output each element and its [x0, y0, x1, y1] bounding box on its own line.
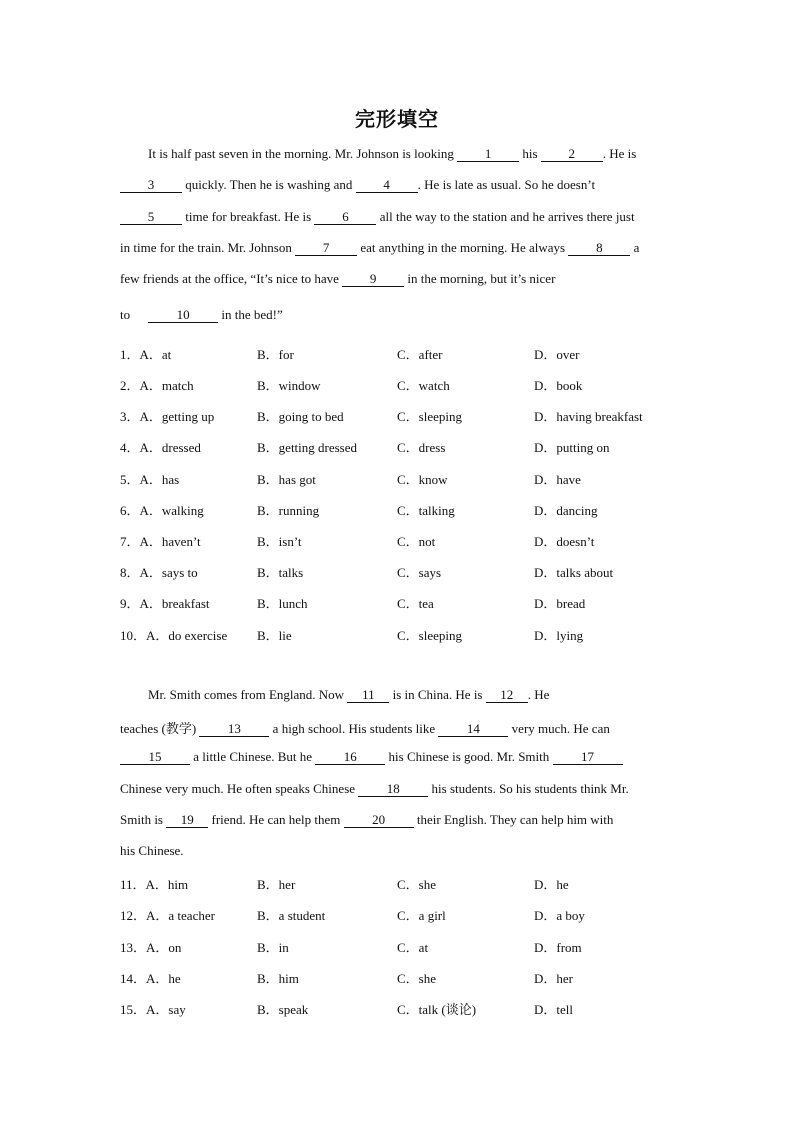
blank-19: 19 [166, 813, 208, 828]
blank-1: 1 [457, 147, 519, 162]
blank-4: 4 [356, 178, 418, 193]
blank-15: 15 [120, 750, 190, 765]
passage-line: Smith is 19 friend. He can help them 20 their English. They can help him with [120, 812, 614, 827]
blank-14: 14 [438, 722, 508, 737]
blank-3: 3 [120, 178, 182, 193]
passage-line: 15 a little Chinese. But he 16 his Chinese is good. Mr. Smith 17 [120, 749, 623, 765]
question-row: 6．A．walking B．running C．talking D．dancing [120, 503, 598, 518]
blank-20: 20 [344, 813, 414, 828]
question-row: 10．A．do exercise B．lie C．sleeping D．lying [120, 628, 584, 643]
passage-line: his Chinese. [120, 843, 184, 858]
passage-line: Mr. Smith comes from England. Now 11 is in China. He is 12 . He [148, 687, 550, 702]
question-row: 14．A．he B．him C．she D．her [120, 971, 573, 986]
page-title: 完形填空 [355, 109, 439, 131]
passage-line: to 10 in the bed!” [120, 307, 283, 322]
blank-8: 8 [568, 241, 630, 256]
blank-6: 6 [314, 210, 376, 225]
blank-12: 12 [486, 688, 528, 703]
question-row: 13．A．on B．in C．at D．from [120, 940, 582, 955]
question-row: 3．A．getting up B．going to bed C．sleeping D．having breakfast [120, 409, 643, 424]
blank-13: 13 [199, 722, 269, 737]
question-row: 4．A．dressed B．getting dressed C．dress D．putting on [120, 440, 610, 455]
question-row: 7．A．haven’t B．isn’t C．not D．doesn’t [120, 534, 595, 549]
blank-10: 10 [148, 308, 218, 323]
question-row: 15．A．say B．speak C．talk (谈论) D．tell [120, 1002, 573, 1017]
question-row: 1．A．at B．for C．after D．over [120, 347, 580, 362]
passage-line: teaches (教学) 13 a high school. His students like 14 very much. He can [120, 721, 610, 736]
blank-16: 16 [315, 750, 385, 765]
passage-line: 5 time for breakfast. He is 6 all the way to the station and he arrives there just [120, 209, 635, 225]
passage-line: Chinese very much. He often speaks Chinese 18 his students. So his students think Mr. [120, 781, 629, 796]
passage-line: few friends at the office, “It’s nice to have 9 in the morning, but it’s nicer [120, 271, 556, 286]
question-row: 8．A．says to B．talks C．says D．talks about [120, 565, 614, 580]
question-row: 9．A．breakfast B．lunch C．tea D．bread [120, 596, 586, 611]
question-row: 12．A．a teacher B．a student C．a girl D．a boy [120, 908, 585, 923]
passage-line: in time for the train. Mr. Johnson 7 eat anything in the morning. He always 8 a [120, 240, 640, 255]
question-row: 2．A．match B．window C．watch D．book [120, 378, 583, 393]
question-row: 11．A．him B．her C．she D．he [120, 877, 569, 892]
blank-2: 2 [541, 147, 603, 162]
blank-5: 5 [120, 210, 182, 225]
blank-9: 9 [342, 272, 404, 287]
blank-18: 18 [358, 782, 428, 797]
passage-line: 3 quickly. Then he is washing and 4 . He is late as usual. So he doesn’t [120, 177, 595, 193]
blank-17: 17 [553, 750, 623, 765]
passage-line: It is half past seven in the morning. Mr. Johnson is looking 1 his 2 . He is [148, 146, 637, 161]
blank-11: 11 [347, 688, 389, 703]
blank-7: 7 [295, 241, 357, 256]
question-row: 5．A．has B．has got C．know D．have [120, 472, 581, 487]
